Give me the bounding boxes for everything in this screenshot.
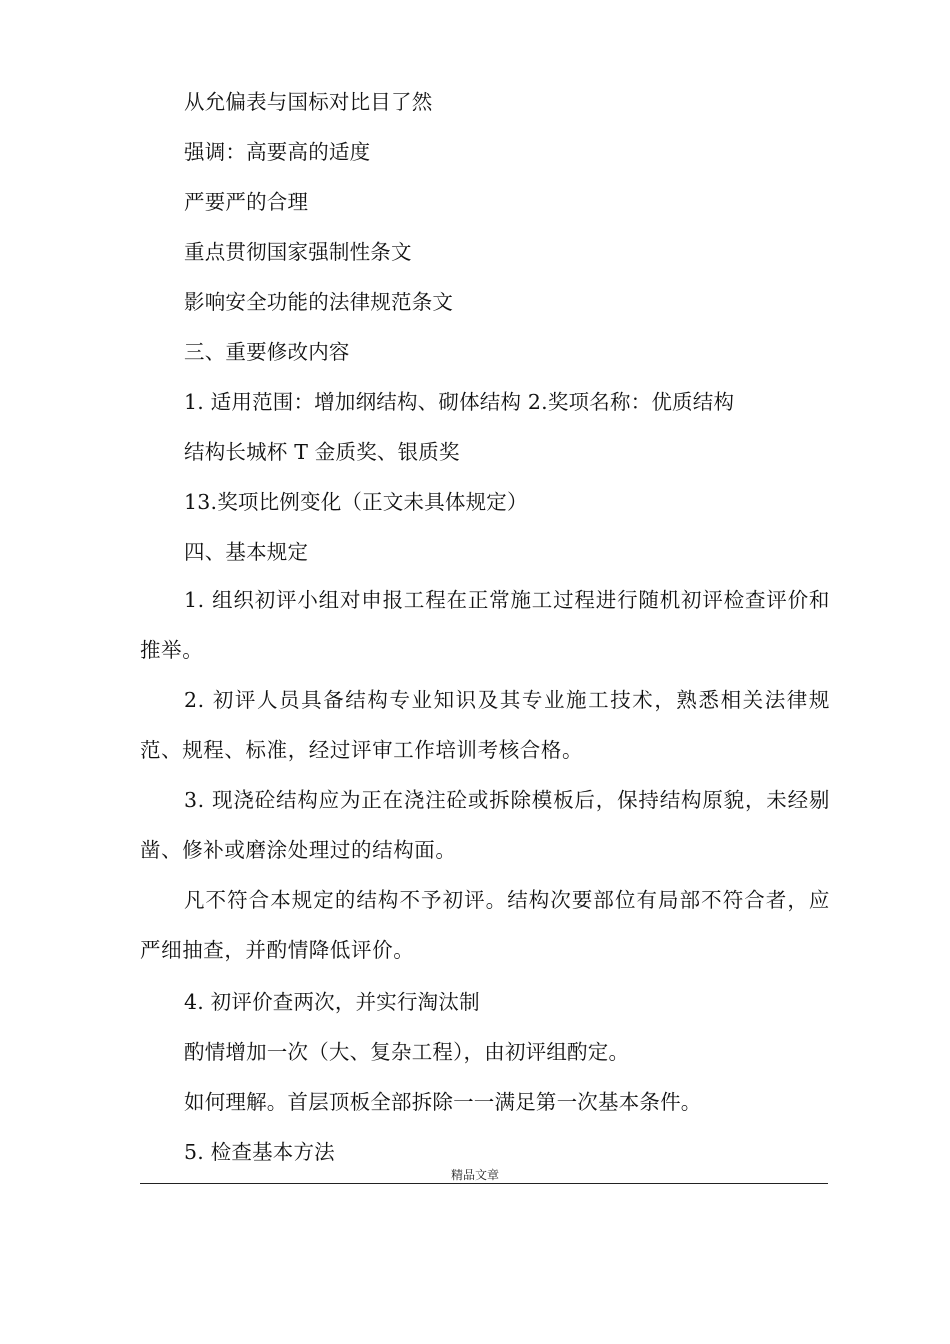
- text-line: 酌情增加一次（大、复杂工程），由初评组酌定。: [184, 1040, 630, 1064]
- section-heading: 三、重要修改内容: [184, 340, 350, 364]
- paragraph: 凡不符合本规定的结构不予初评。结构次要部位有局部不符合者，应严细抽查，并酌情降低评价。: [140, 888, 830, 962]
- paragraph: 1. 组织初评小组对申报工程在正常施工过程进行随机初评检查评价和推举。: [140, 588, 830, 662]
- text-line: 强调：高要高的适度: [184, 140, 371, 164]
- text-line: 重点贯彻国家强制性条文: [184, 240, 412, 264]
- footer-label: 精品文章: [450, 1168, 499, 1182]
- paragraph: 2. 初评人员具备结构专业知识及其专业施工技术，熟悉相关法律规范、规程、标准，经过评审工作培训考核合格。: [140, 688, 830, 762]
- text-line: 严要严的合理: [184, 190, 309, 214]
- text-line: 从允偏表与国标对比目了然: [184, 90, 433, 114]
- text-line: 4. 初评价查两次，并实行淘汰制: [184, 990, 480, 1014]
- section-heading: 四、基本规定: [184, 540, 309, 564]
- text-line: 影响安全功能的法律规范条文: [184, 290, 454, 314]
- text-line: 13.奖项比例变化（正文未具体规定）: [184, 490, 528, 514]
- text-line: 1. 适用范围：增加纲结构、砌体结构 2.奖项名称：优质结构: [184, 390, 735, 414]
- text-line: 5. 检查基本方法: [184, 1140, 335, 1164]
- paragraph: 3. 现浇砼结构应为正在浇注砼或拆除模板后，保持结构原貌，未经剔凿、修补或磨涂处理过的结构面。: [140, 788, 830, 862]
- text-line: 结构长城杯 T 金质奖、银质奖: [184, 440, 460, 464]
- text-line: 如何理解。首层顶板全部拆除一一满足第一次基本条件。: [184, 1090, 702, 1114]
- footer-divider: [140, 1183, 828, 1184]
